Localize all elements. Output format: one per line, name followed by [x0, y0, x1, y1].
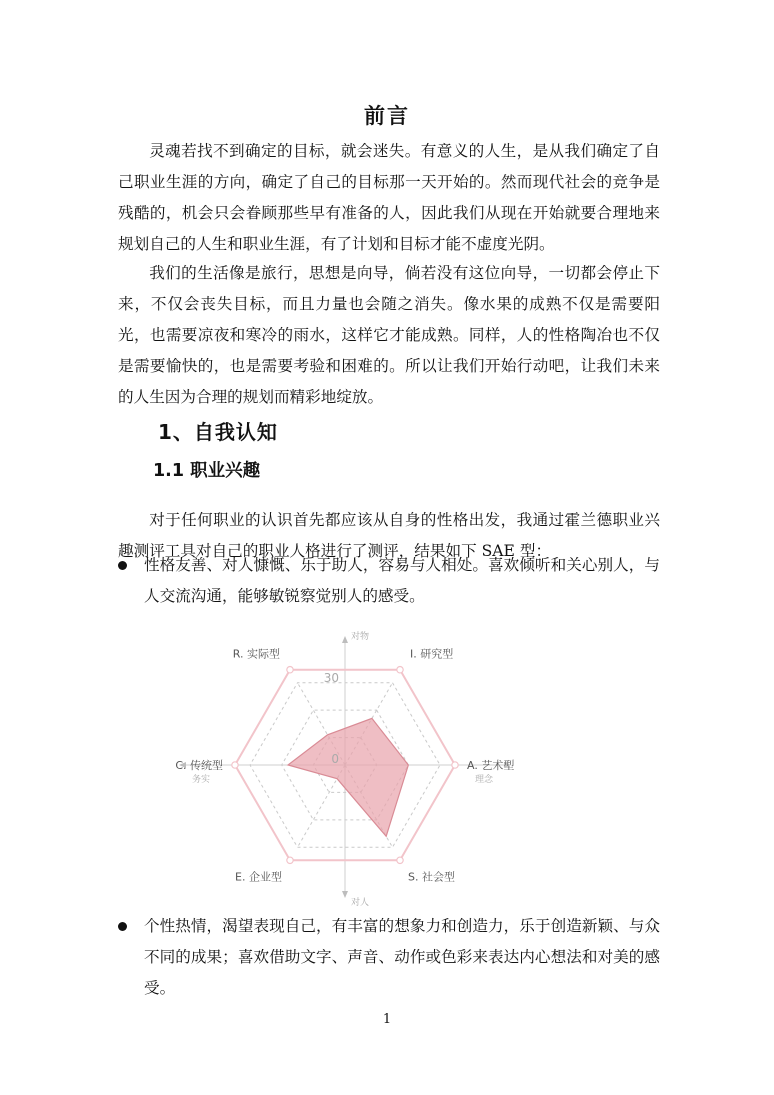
radar-category-label: A. 艺术型 — [467, 759, 515, 772]
page-number: 1 — [382, 1012, 392, 1027]
axis-label-left: 务实 — [192, 775, 211, 785]
bullet-text: 性格友善、对人慷慨、乐于助人，容易与人相处。喜欢倾听和关心别人，与人交流沟通，能够敏锐察觉别人的感受。 — [144, 556, 660, 605]
radar-tick-label: 30 — [323, 671, 339, 685]
radar-vertex-dot — [232, 762, 238, 768]
bullet-item-2 — [118, 911, 660, 1004]
radar-vertex-dot — [287, 667, 293, 673]
arrow-down-icon — [342, 891, 348, 898]
axis-label-top: 对物 — [351, 632, 370, 642]
bullet-dot-icon — [118, 922, 127, 931]
holland-radar-chart — [170, 625, 610, 910]
radar-category-label: C. 传统型 — [175, 759, 223, 772]
intro-paragraph-2: 我们的生活像是旅行，思想是向导，倘若没有这位向导，一切都会停止下来，不仅会丧失目标，而且力量也会随之消失。像水果的成熟不仅是需要阳光，也需要凉夜和寒冷的雨水，这样它才能成熟。同样，人的性格陶冶也不仅是需要愉快的，也是需要考验和困难的。所以让我们开始行动吧，让我们未来的人生因为合理的规划而精彩地绽放。 — [118, 264, 660, 406]
bullet-text: 个性热情，渴望表现自己，有丰富的想象力和创造力，乐于创造新颖、与众不同的成果；喜欢借助文字、声音、动作或色彩来表达内心想法和对美的感受。 — [144, 917, 660, 997]
bullet-dot-icon — [118, 561, 127, 570]
radar-vertex-dot — [397, 857, 403, 863]
subsection-paragraph: 对于任何职业的认识首先都应该从自身的性格出发，我通过霍兰德职业兴趣测评工具对自己的职业人格进行了测评，结果如下 SAE 型： — [118, 511, 660, 560]
section-heading: 1、自我认知 — [158, 420, 278, 444]
subsection-heading: 1.1 职业兴趣 — [153, 461, 261, 481]
arrow-up-icon — [342, 636, 348, 643]
radar-category-label: R. 实际型 — [232, 647, 280, 661]
radar-tick-label: 0 — [331, 752, 339, 766]
radar-data-area — [288, 718, 408, 836]
radar-category-label: E. 企业型 — [235, 870, 282, 884]
radar-category-label: S. 社会型 — [408, 870, 455, 884]
page-title: 前言 — [364, 103, 410, 128]
radar-vertex-dot — [452, 762, 458, 768]
bullet-item-1 — [118, 550, 660, 612]
radar-category-label: I. 研究型 — [410, 647, 454, 661]
intro-paragraph-1: 灵魂若找不到确定的目标，就会迷失。有意义的人生，是从我们确定了自己职业生涯的方向，确定了自己的目标那一天开始的。然而现代社会的竞争是残酷的，机会只会眷顾那些早有准备的人，因此我们从现在开始就要合理地来规划自己的人生和职业生涯，有了计划和目标才能不虚度光阴。 — [118, 142, 660, 253]
radar-vertex-dot — [287, 857, 293, 863]
radar-vertex-dot — [397, 667, 403, 673]
axis-label-right: 理念 — [475, 775, 494, 785]
axis-label-bottom: 对人 — [351, 898, 370, 908]
